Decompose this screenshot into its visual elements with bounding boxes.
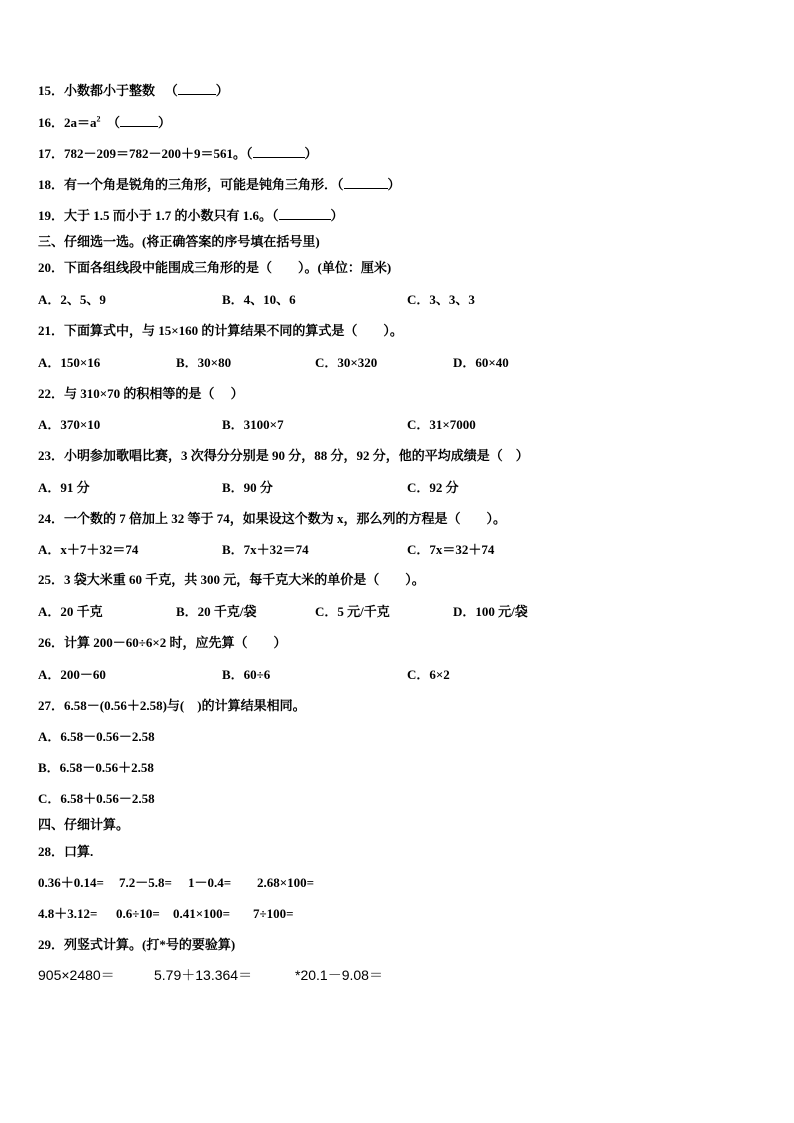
option-d[interactable]: D．60×40 <box>453 355 509 370</box>
question-23-stem: 23．小明参加歌唱比赛，3 次得分分别是 90 分，88 分，92 分，他的平均成绩是（ ） <box>38 448 529 463</box>
answer-blank[interactable] <box>344 177 388 189</box>
option-a[interactable]: A．2、5、9 <box>38 292 106 307</box>
option-b[interactable]: B．6.58－0.56＋2.58 <box>38 760 154 775</box>
vertical-calc-item: 5.79＋13.364＝ <box>154 967 253 983</box>
answer-blank[interactable] <box>178 83 216 95</box>
option-a[interactable]: A．20 千克 <box>38 604 103 619</box>
vertical-calc-item: 905×2480＝ <box>38 967 115 983</box>
question-16: 16．$2a=a^2$ （ ） <box>38 114 172 130</box>
answer-blank[interactable] <box>120 115 158 127</box>
option-c[interactable]: C．6×2 <box>407 667 450 682</box>
option-b[interactable]: B．3100×7 <box>222 417 284 432</box>
option-a[interactable]: A．200－60 <box>38 667 106 682</box>
section-3-heading: 三、仔细选一选。(将正确答案的序号填在括号里) <box>38 234 320 249</box>
mental-calc-item: 0.6÷10= <box>116 906 160 921</box>
option-c[interactable]: C．92 分 <box>407 480 459 495</box>
option-b[interactable]: B．7x＋32＝74 <box>222 542 309 557</box>
mental-calc-item: 2.68×100= <box>257 875 315 890</box>
question-21-stem: 21．下面算式中，与 15×160 的计算结果不同的算式是（ ）。 <box>38 323 403 338</box>
mental-calc-item: 0.36＋0.14= <box>38 875 104 890</box>
option-a[interactable]: A．150×16 <box>38 355 101 370</box>
mental-calc-item: 0.41×100= <box>173 906 231 921</box>
answer-blank[interactable] <box>279 208 331 220</box>
vertical-calc-item: *20.1－9.08＝ <box>295 967 383 983</box>
option-b[interactable]: B．60÷6 <box>222 667 271 682</box>
mental-calc-item: 4.8＋3.12= <box>38 906 98 921</box>
question-22-stem: 22．与 310×70 的积相等的是（ ） <box>38 386 244 401</box>
option-c[interactable]: C．6.58＋0.56－2.58 <box>38 791 155 806</box>
option-a[interactable]: A．6.58－0.56－2.58 <box>38 729 155 744</box>
question-28-stem: 28．口算. <box>38 844 94 859</box>
mental-calc-item: 7.2－5.8= <box>119 875 172 890</box>
option-a[interactable]: A．x＋7＋32＝74 <box>38 542 139 557</box>
option-c[interactable]: C．31×7000 <box>407 417 476 432</box>
mental-calc-item: 1－0.4= <box>188 875 232 890</box>
answer-blank[interactable] <box>253 146 305 158</box>
option-b[interactable]: B．90 分 <box>222 480 273 495</box>
question-18: 18．有一个角是锐角的三角形，可能是钝角三角形．（ ） <box>38 177 401 192</box>
question-17: 17．782－209＝782－200＋9＝561。（ ） <box>38 146 318 161</box>
question-29-stem: 29．列竖式计算。(打*号的要验算) <box>38 937 236 952</box>
question-25-stem: 25．3 袋大米重 60 千克，共 300 元，每千克大米的单价是（ ）。 <box>38 572 425 587</box>
option-a[interactable]: A．91 分 <box>38 480 90 495</box>
option-a[interactable]: A．370×10 <box>38 417 101 432</box>
question-27-stem: 27．6.58－(0.56＋2.58)与( )的计算结果相同。 <box>38 698 306 713</box>
option-b[interactable]: B．30×80 <box>176 355 232 370</box>
option-c[interactable]: C．30×320 <box>315 355 378 370</box>
option-b[interactable]: B．4、10、6 <box>222 292 296 307</box>
question-26-stem: 26．计算 200－60÷6×2 时，应先算（ ） <box>38 635 287 650</box>
question-19: 19．大于 1.5 而小于 1.7 的小数只有 1.6。（ ） <box>38 208 344 223</box>
option-d[interactable]: D．100 元/袋 <box>453 604 528 619</box>
option-b[interactable]: B．20 千克/袋 <box>176 604 257 619</box>
section-4-heading: 四、仔细计算。 <box>38 817 130 832</box>
question-20-stem: 20．下面各组线段中能围成三角形的是（ ）。(单位：厘米) <box>38 260 392 275</box>
question-15: 15．小数都小于整数 （ ） <box>38 83 229 98</box>
option-c[interactable]: C．7x＝32＋74 <box>407 542 495 557</box>
option-c[interactable]: C．3、3、3 <box>407 292 475 307</box>
option-c[interactable]: C．5 元/千克 <box>315 604 390 619</box>
mental-calc-item: 7÷100= <box>253 906 294 921</box>
question-24-stem: 24．一个数的 7 倍加上 32 等于 74，如果设这个数为 x，那么列的方程是（ ）。 <box>38 511 507 526</box>
